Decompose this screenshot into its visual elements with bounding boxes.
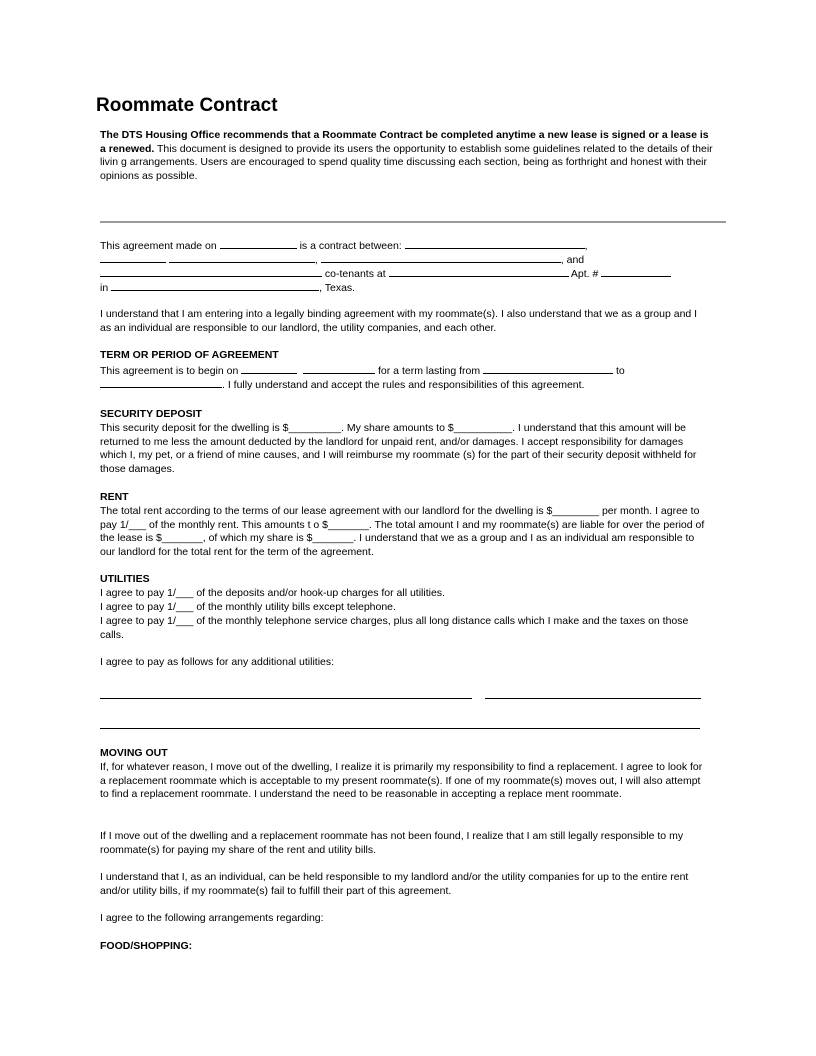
term-line-2: . I fully understand and accept the rules and responsibilities of this agreement. <box>100 377 584 393</box>
utilities-line-1: I agree to pay 1/___ of the deposits and/or hook-up charges for all utilities. <box>100 587 445 599</box>
address-blank[interactable] <box>389 266 569 277</box>
apt-blank[interactable] <box>601 266 671 277</box>
rent-paragraph: The total rent according to the terms of our lease agreement with our landlord for the dwelling is $________ per month. I agree to pay 1/___ of the monthly rent. This amounts t o $_______. The total amount I and my roommate(s) are liable for over the period of the lease is $_______, of which my share is $_______. I understand that we as a group and I as an individual am responsible to our landlord for the total rent for the term of the agreement. <box>100 505 705 558</box>
section-divider <box>100 221 726 223</box>
moving-paragraph-1: If, for whatever reason, I move out of the dwelling, I realize it is primarily my responsibility to find a replacement. I agree to look for a replacement roommate which is acceptable to my present roommate(s). If one of my roommate(s) moves out, I will also attempt to find a replacement roommate. I understand the need to be reasonable in accepting a replace ment roommate. <box>100 761 703 801</box>
binding-paragraph: I understand that I am entering into a legally binding agreement with my roommate(s). I also understand that we as a group and I as an individual are responsible to our landlord, the utility companies, and each other. <box>100 308 698 334</box>
agreement-line-2: , , and <box>100 252 584 268</box>
utilities-additional: I agree to pay as follows for any additional utilities: <box>100 656 335 668</box>
moving-paragraph-3: I understand that I, as an individual, can be held responsible to my landlord and/or the utility companies for up to the entire rent and/or utility bills, if my roommate(s) fail to fulfill their part of this agreement. <box>100 871 689 897</box>
additional-utilities-blank-2[interactable] <box>485 698 701 699</box>
food-heading: FOOD/SHOPPING: <box>100 940 193 952</box>
date-blank[interactable] <box>220 238 297 249</box>
intro-bold-text: The DTS Housing Office recommends that a Roommate Contract be completed anytime a new lease is signed or a lease is a renewed. <box>100 129 709 155</box>
city-blank[interactable] <box>111 280 319 291</box>
term-heading: TERM OR PERIOD OF AGREEMENT <box>100 349 279 361</box>
agreement-line-3: co-tenants at Apt. # <box>100 266 671 282</box>
page-title: Roommate Contract <box>96 95 278 116</box>
party-blank-2[interactable] <box>100 252 166 263</box>
party-blank-3[interactable] <box>169 252 315 263</box>
agreement-line-1: This agreement made on is a contract between: , <box>100 240 588 252</box>
term-line-1: This agreement is to begin on for a term lasting from to <box>100 365 625 377</box>
moving-paragraph-4: I agree to the following arrangements regarding: <box>100 912 324 924</box>
party-blank-5[interactable] <box>100 266 322 277</box>
utilities-heading: UTILITIES <box>100 573 150 585</box>
additional-utilities-blank-1[interactable] <box>100 698 472 699</box>
rent-heading: RENT <box>100 491 129 503</box>
party-blank-1[interactable] <box>405 238 585 249</box>
moving-paragraph-2: If I move out of the dwelling and a replacement roommate has not been found, I realize that I am still legally responsible to my roommate(s) for paying my share of the rent and utility bills. <box>100 830 684 856</box>
term-from-blank[interactable] <box>483 363 613 374</box>
begin-blank-2[interactable] <box>303 363 375 374</box>
intro-text: This document is designed to provide its users the opportunity to establish some guidelines related to the details of their livin g arrangements. Users are encouraged to spend quality time discussing each section, being as forthright and honest with their opinions as possible. <box>100 142 713 182</box>
begin-blank-1[interactable] <box>241 363 297 374</box>
agreement-line-4: in , Texas. <box>100 282 356 294</box>
utilities-line-2: I agree to pay 1/___ of the monthly utility bills except telephone. <box>100 601 396 613</box>
security-heading: SECURITY DEPOSIT <box>100 408 202 420</box>
security-paragraph: This security deposit for the dwelling is $_________. My share amounts to $__________. I understand that this amount will be returned to me less the amount deducted by the landlord for unpaid rent, and/or damages. I accept responsibility for damages which I, my pet, or a friend of mine causes, and I will reimburse my roommate (s) for the part of their security deposit withheld for those damages. <box>100 422 697 475</box>
moving-heading: MOVING OUT <box>100 747 168 759</box>
party-blank-4[interactable] <box>321 252 561 263</box>
additional-utilities-blank-3[interactable] <box>100 728 700 729</box>
intro-paragraph <box>100 129 715 183</box>
utilities-line-3: I agree to pay 1/___ of the monthly telephone service charges, plus all long distance calls which I make and the taxes on those calls. <box>100 615 689 641</box>
term-to-blank[interactable] <box>100 377 222 388</box>
